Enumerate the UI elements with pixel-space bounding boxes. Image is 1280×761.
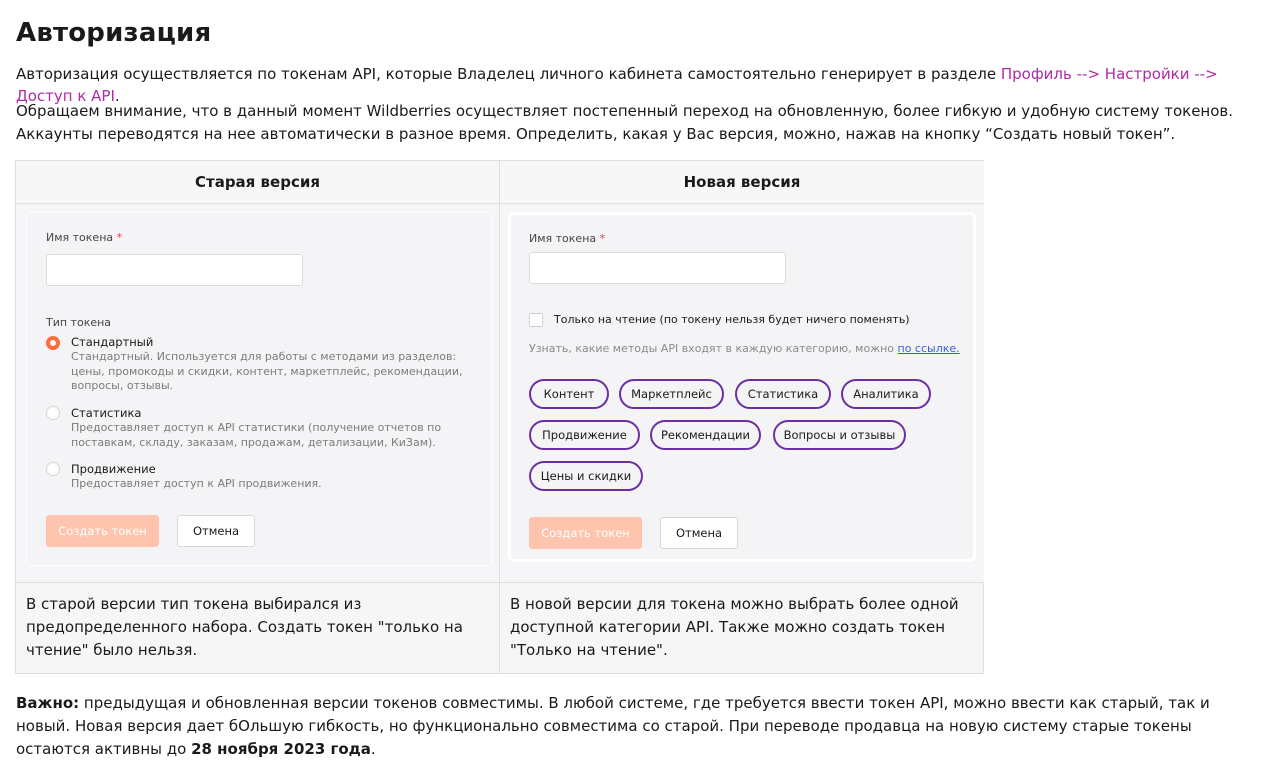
old-token-form <box>26 212 492 566</box>
new-version-footer: В новой версии для токена можно выбрать более одной доступной категории API. Также можно создать токен "Только на чтение". <box>510 595 959 659</box>
chip-analytics[interactable]: Аналитика <box>841 379 931 409</box>
option-statistics-desc: Предоставляет доступ к API статистики (получение отчетов по поставкам, складу, заказам, продажам, детализации, КиЗам). <box>71 421 442 449</box>
chip-marketplace[interactable]: Маркетплейс <box>619 379 724 409</box>
new-version-column <box>500 161 984 673</box>
intro-text: Авторизация осуществляется по токенам API, которые Владелец личного кабинета самостоятельно генерирует в разделе <box>16 65 1001 83</box>
chip-prices-discounts[interactable]: Цены и скидки <box>529 461 643 491</box>
old-version-header: Старая версия <box>16 161 499 204</box>
important-text: предыдущая и обновленная версии токенов совместимы. В любой системе, где требуется ввести токен API, можно ввести как старый, так и новый. Новая версия дает бОльшую гибкость, но функционально совместима со старой. При переводе продавца на новую систему старые токены остаются активны до <box>16 694 1210 758</box>
important-label: Важно: <box>16 694 80 712</box>
categories-hint <box>529 342 960 355</box>
chip-recommendations[interactable]: Рекомендации <box>650 420 761 450</box>
option-promotion-desc: Предоставляет доступ к API продвижения. <box>71 477 322 490</box>
hint-text: Узнать, какие методы API входят в каждую категорию, можно <box>529 342 898 355</box>
page-title: Авторизация <box>16 18 212 48</box>
required-mark: * <box>116 231 123 244</box>
token-name-label-text: Имя токена <box>46 231 114 244</box>
radio-promotion[interactable] <box>46 462 60 476</box>
hint-link[interactable]: по ссылке. <box>897 342 960 355</box>
token-type-label: Тип токена <box>46 316 112 329</box>
readonly-checkbox[interactable] <box>529 313 543 327</box>
chip-promotion[interactable]: Продвижение <box>529 420 640 450</box>
cancel-button[interactable]: Отмена <box>177 515 255 547</box>
intro-end: . <box>114 87 120 105</box>
radio-standard[interactable] <box>46 336 60 350</box>
old-version-screenshot <box>16 204 499 583</box>
new-version-header: Новая версия <box>500 161 984 204</box>
chip-content[interactable]: Контент <box>529 379 609 409</box>
token-name-input[interactable] <box>46 254 303 286</box>
radio-statistics[interactable] <box>46 406 60 420</box>
chip-statistics[interactable]: Статистика <box>735 379 831 409</box>
option-standard-title: Стандартный <box>71 335 154 349</box>
token-name-label-text: Имя токена <box>529 232 597 245</box>
chip-questions-reviews[interactable]: Вопросы и отзывы <box>773 420 906 450</box>
option-standard-desc: Стандартный. Используется для работы с методами из разделов: цены, промокоды и скидки, контент, маркетплейс, рекомендации, вопросы, отзывы. <box>71 350 463 392</box>
option-promotion-title: Продвижение <box>71 462 156 476</box>
create-token-button[interactable]: Создать токен <box>46 515 159 547</box>
token-name-label <box>46 231 122 244</box>
comparison-table <box>15 160 984 674</box>
required-mark: * <box>599 232 606 245</box>
create-token-button[interactable]: Создать токен <box>529 517 642 549</box>
option-statistics-title: Статистика <box>71 406 142 420</box>
important-note <box>16 692 1266 761</box>
deadline-date: 28 ноября 2023 года <box>191 740 371 758</box>
old-version-column <box>16 161 500 673</box>
important-end: . <box>370 740 376 758</box>
old-version-footer: В старой версии тип токена выбирался из предопределенного набора. Создать токен "только на чтение" было нельзя. <box>26 595 463 659</box>
cancel-button[interactable]: Отмена <box>660 517 738 549</box>
readonly-label: Только на чтение (по токену нельзя будет ничего поменять) <box>554 313 910 326</box>
new-version-screenshot <box>500 204 984 583</box>
token-name-label <box>529 232 605 245</box>
new-token-form <box>510 214 974 560</box>
notice-paragraph: Обращаем внимание, что в данный момент Wildberries осуществляет постепенный переход на обновленную, более гибкую и удобную систему токенов. Аккаунты переводятся на нее автоматически в разное время. Определить, какая у Вас версия, можно, нажав на кнопку “Создать новый токен”. <box>16 102 1234 143</box>
api-access-link[interactable]: Профиль --> Настройки --> Доступ к API <box>16 65 1218 105</box>
token-name-input[interactable] <box>529 252 786 284</box>
